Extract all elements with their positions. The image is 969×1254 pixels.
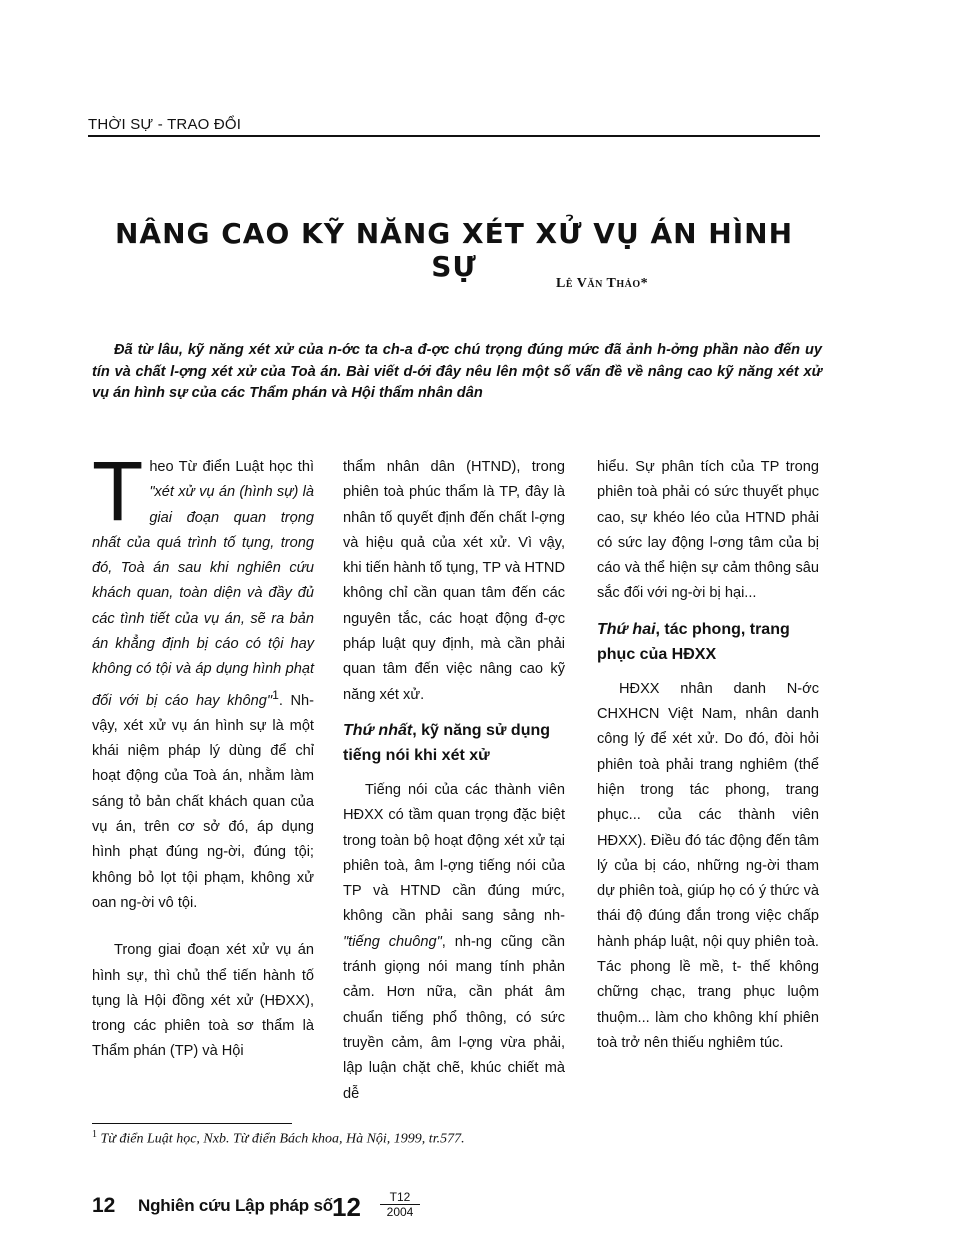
footnote-text: Từ điển Luật học, Nxb. Từ điển Bách khoa, Hà Nội, 1999, tr.577. [97, 1131, 465, 1147]
paragraph: HĐXX nhân danh N-ớc CHXHCN Việt Nam, nhân danh công lý để xét xử. Do đó, đòi hỏi phiên toà phải trang nghiêm (thể hiện trong tác phong, trang phục... của các thành viên HĐXX). Điều đó tác động đến tâm lý của bị cáo, những ng-ời tham dự phiên toà, giúp họ có ý thức và thái độ đúng đắn trong việc chấp hành pháp luật, nội quy phiên toà. Tác phong lề mề, t- thế không chững chạc, trang phục luộm thuộm... làm cho không khí phiên toà trở nên thiếu nghiêm túc. [597, 680, 819, 1051]
journal-name: Nghiên cứu Lập pháp số [138, 1196, 333, 1215]
column-3 [597, 455, 819, 1056]
subheading-emphasis: Thứ nhất [343, 721, 413, 739]
subheading-text: , tác phong, trang phục của HĐXX [597, 620, 790, 663]
subheading-second [597, 617, 819, 667]
footnote-ref: 1 [272, 687, 279, 702]
paragraph: Trong giai đoạn xét xử vụ án hình sự, thì chủ thể tiến hành tố tụng là Hội đồng xét xử (HĐXX), trong các phiên toà sơ thẩm là Thẩm phán (TP) và Hội [92, 942, 314, 1060]
column-1 [92, 444, 314, 1065]
paragraph [92, 444, 314, 916]
issue-month: T12 [380, 1190, 420, 1205]
text-run: Tiếng nói của các thành viên HĐXX có tầm quan trọng đặc biệt trong toàn bộ hoạt động xét xử tại phiên toà, âm l-ợng tiếng nói của TP và HTND cần đúng mức, không cần phải sang sảng nh- [343, 781, 565, 925]
issue-year: 2004 [386, 1205, 414, 1219]
issue-date [380, 1190, 420, 1219]
drop-cap: T [92, 444, 144, 538]
subheading-first [343, 718, 565, 768]
section-label: THỜI SỰ - TRAO ĐỔI [88, 116, 242, 133]
article-author: Lê Văn Thảo* [556, 276, 649, 291]
text-run: heo Từ điển Luật học thì [149, 459, 314, 475]
article-abstract: Đã từ lâu, kỹ năng xét xử của n-ớc ta ch-a đ-ợc chú trọng đúng mức đã ảnh h-ởng phần nào đến uy tín và chất l-ợng xét xử của Toà án. Bài viết d-ới đây nêu lên một số vấn đề về nâng cao kỹ năng xét xử vụ án hình sự của các Thẩm phán và Hội thẩm nhân dân [92, 342, 822, 401]
subheading-emphasis: Thứ hai [597, 620, 656, 638]
article-title: NÂNG CAO KỸ NĂNG XÉT XỬ VỤ ÁN HÌNH SỰ [114, 216, 794, 283]
subheading-text: , kỹ năng sử dụng tiếng nói khi xét xử [343, 721, 551, 764]
quote-definition: "xét xử vụ án (hình sự) là giai đoạn quan trọng nhất của quá trình tố tụng, trong đó, Toà án sau khi nghiên cứu khách quan, toàn diện và đầy đủ các tình tiết của vụ án, sẽ ra bản án khẳng định bị cáo có tội hay không có tội và áp dụng hình phạt đối với bị cáo hay không" [92, 484, 314, 709]
footnote-divider [92, 1123, 292, 1124]
paragraph: thẩm nhân dân (HTND), trong phiên toà phúc thẩm là TP, đây là nhân tố quyết định đến chất l-ợng và hiệu quả của xét xử. Vì vậy, khi tiến hành tố tụng, TP và HTND không chỉ cần quan tâm đến các nguyên tắc, các hoạt động đ-ợc pháp luật quy định, mà cần phải quan tâm đến việc nâng cao kỹ năng xét xử. [343, 459, 565, 703]
text-run: , nh-ng cũng cần tránh giọng nói mang tính phản cảm. Hơn nữa, cần phát âm chuẩn tiếng phổ thông, có sức truyền cảm, âm l-ợng vừa phải, lập luận chặt chẽ, khúc chiết mà dễ [343, 933, 565, 1102]
footnote-mark: 1 [92, 1129, 97, 1140]
quote-text: "tiếng chuông" [343, 933, 442, 950]
paragraph [343, 778, 565, 1107]
text-run: . Nh- vậy, xét xử vụ án hình sự là một khái niệm pháp lý dùng để chỉ hoạt động của Toà án, nhằm làm sáng tỏ bản chất khách quan của vụ án, trên cơ sở đó, áp dụng hình phạt đúng ng-ời, đúng tội; không bỏ lọt tội phạm, không xử oan ng-ời vô tội. [92, 692, 314, 911]
page-number: 12 [92, 1194, 116, 1217]
paragraph: hiểu. Sự phân tích của TP trong phiên toà phải có sức thuyết phục cao, sự khéo léo của HTND phải có sức lay động l-ơng tâm của bị cáo và thể hiện sự cảm thông sâu sắc đối với ng-ời bị hại... [597, 459, 819, 602]
section-divider [88, 135, 820, 137]
footnote [92, 1129, 465, 1148]
issue-number: 12 [332, 1192, 361, 1222]
column-2 [343, 455, 565, 1107]
